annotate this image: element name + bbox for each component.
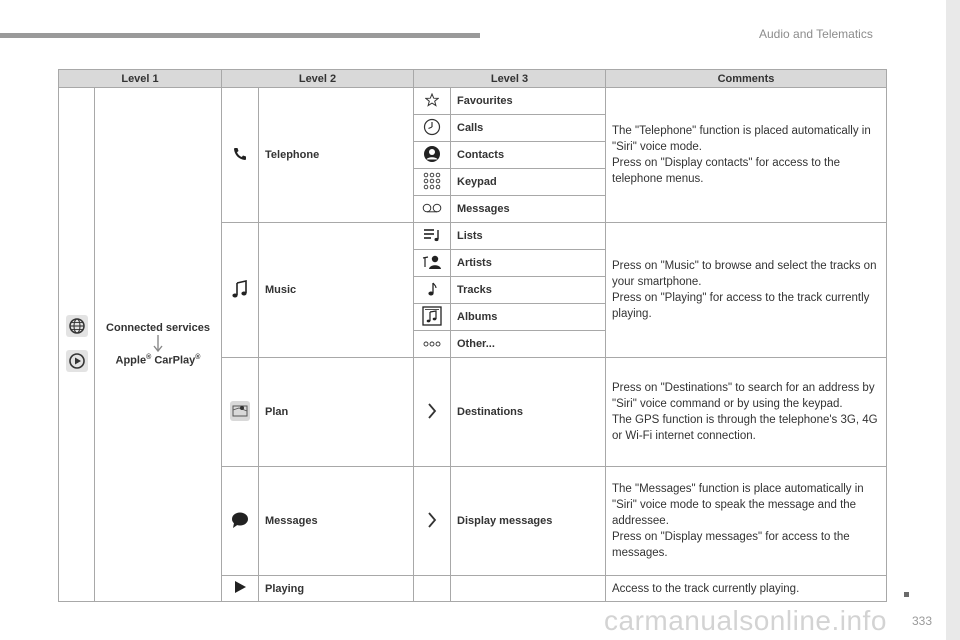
comment-messages [606, 467, 887, 576]
table-row [59, 88, 887, 115]
reg-mark: ® [195, 354, 201, 362]
speech-bubble-icon[interactable] [222, 467, 259, 576]
level3-artists[interactable]: Artists [451, 250, 606, 277]
level3-albums[interactable]: Albums [451, 304, 606, 331]
more-icon[interactable] [414, 331, 451, 358]
column-header-level1: Level 1 [59, 70, 222, 88]
play-icon[interactable] [222, 576, 259, 602]
table-header-row [59, 70, 887, 88]
reg-mark: ® [146, 354, 152, 362]
level3-messages[interactable]: Messages [451, 196, 606, 223]
arrow-down-icon [153, 335, 163, 353]
level3-tracks[interactable]: Tracks [451, 277, 606, 304]
level3-contacts[interactable]: Contacts [451, 142, 606, 169]
level3-other[interactable]: Other... [451, 331, 606, 358]
contact-icon[interactable] [414, 142, 451, 169]
phone-handset-icon[interactable] [222, 88, 259, 223]
page-edge-strip [946, 0, 960, 640]
chevron-right-icon[interactable] [414, 467, 451, 576]
music-note-icon[interactable] [222, 223, 259, 358]
product-label: CarPlay [154, 354, 196, 367]
voicemail-icon[interactable] [414, 196, 451, 223]
keypad-icon[interactable] [414, 169, 451, 196]
comment-line: Access to the track currently playing. [612, 582, 800, 595]
chevron-right-icon[interactable] [414, 358, 451, 467]
level3-favourites[interactable]: Favourites [451, 88, 606, 115]
level2-plan[interactable]: Plan [259, 358, 414, 467]
level2-music[interactable]: Music [259, 223, 414, 358]
empty-cell [451, 576, 606, 602]
comment-line: The GPS function is through the telephone's 3G, 4G or Wi-Fi internet connection. [612, 414, 878, 442]
connected-services-label: Connected services [106, 322, 210, 335]
carplay-icon[interactable] [66, 350, 88, 375]
level3-keypad[interactable]: Keypad [451, 169, 606, 196]
playlist-icon[interactable] [414, 223, 451, 250]
comment-music [606, 223, 887, 358]
level3-destinations[interactable]: Destinations [451, 358, 606, 467]
comment-line: The "Telephone" function is placed automatically in "Siri" voice mode. [612, 125, 871, 153]
carplay-menu-table [58, 69, 887, 602]
level2-telephone[interactable]: Telephone [259, 88, 414, 223]
empty-cell [414, 576, 451, 602]
level2-playing[interactable]: Playing [259, 576, 414, 602]
section-title: Audio and Telematics [759, 27, 873, 41]
comment-line: Press on "Music" to browse and select the tracks on your smartphone. [612, 260, 877, 288]
star-icon[interactable] [414, 88, 451, 115]
column-header-level2: Level 2 [222, 70, 414, 88]
level1-icons [59, 88, 95, 602]
brand-label: Apple [115, 354, 147, 367]
level3-lists[interactable]: Lists [451, 223, 606, 250]
comment-line: Press on "Display contacts" for access to the telephone menus. [612, 157, 841, 185]
page-number: 333 [912, 614, 933, 628]
comment-line: The "Messages" function is place automatically in "Siri" voice mode to speak the message and the addressee. [612, 483, 864, 527]
artist-icon[interactable] [414, 250, 451, 277]
comment-playing [606, 576, 887, 602]
level3-display-messages[interactable]: Display messages [451, 467, 606, 576]
clock-icon[interactable] [414, 115, 451, 142]
globe-icon[interactable] [66, 315, 88, 340]
comment-line: Press on "Playing" for access to the track currently playing. [612, 292, 870, 320]
comment-line: Press on "Destinations" to search for an address by "Siri" voice command or by using the keypad. [612, 382, 875, 410]
note-icon[interactable] [414, 277, 451, 304]
level1-label-cell [95, 88, 222, 602]
column-header-level3: Level 3 [414, 70, 606, 88]
comment-telephone [606, 88, 887, 223]
page-marker [904, 592, 909, 597]
watermark: carmanualsonline.info [604, 605, 887, 636]
map-icon[interactable] [222, 358, 259, 467]
column-header-comments: Comments [606, 70, 887, 88]
comment-line: Press on "Display messages" for access to the messages. [612, 531, 850, 559]
album-icon[interactable] [414, 304, 451, 331]
level3-calls[interactable]: Calls [451, 115, 606, 142]
header-rule [0, 33, 480, 38]
level2-messages[interactable]: Messages [259, 467, 414, 576]
comment-plan [606, 358, 887, 467]
